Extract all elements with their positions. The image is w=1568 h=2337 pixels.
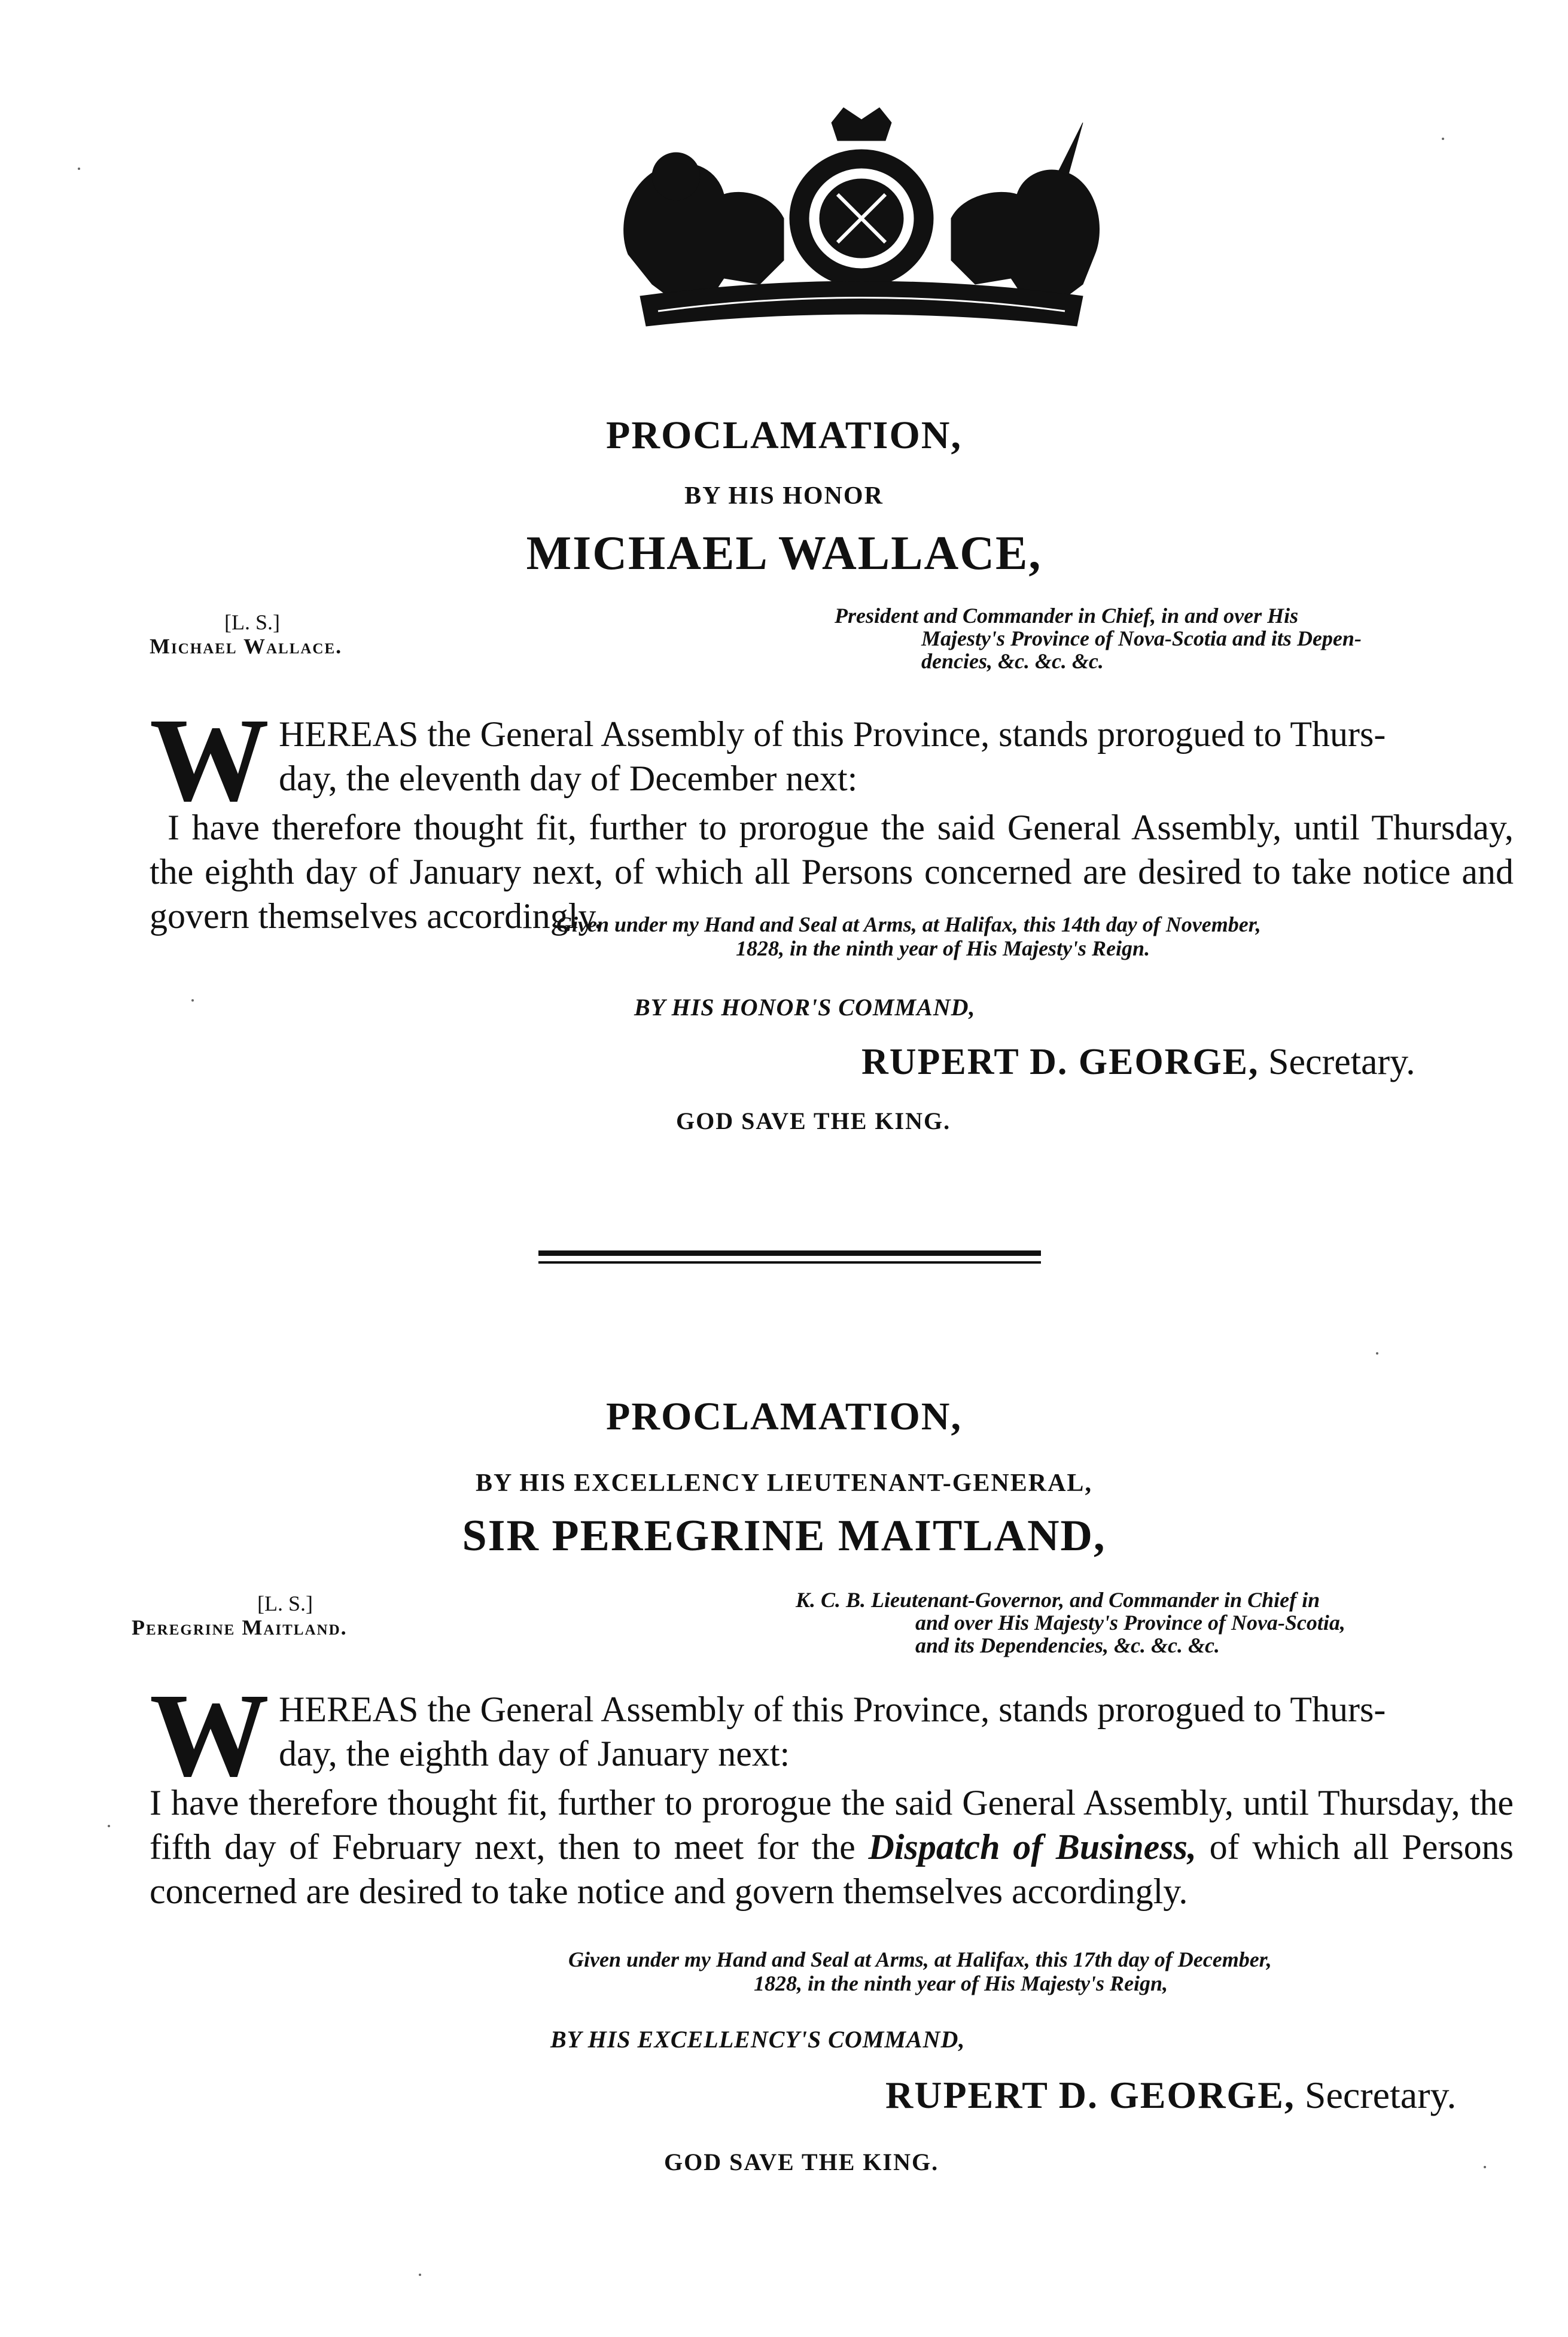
proclamation1-title [835,604,1514,673]
secretary-name: RUPERT D. GEORGE, [885,2074,1295,2116]
paper-speck [419,2274,421,2276]
title-line: dencies, &c. &c. &c. [921,649,1104,673]
paper-speck [78,168,80,170]
body-line: day, the eleventh day of December next: [279,759,858,798]
paper-speck [108,1825,110,1827]
title-line: K. C. B. Lieutenant-Governor, and Commander in Chief in [796,1588,1320,1612]
proclamation1-closing: GOD SAVE THE KING. [676,1107,951,1134]
body-line: HEREAS the General Assembly of this Province, stands prorogued to Thurs- [279,714,1386,754]
proclamation2-signature [885,2073,1456,2117]
proclamation2-seal [132,1592,467,1639]
seal-name: Michael Wallace. [150,634,343,658]
proclamation2-title [796,1589,1514,1657]
paper-speck [1442,138,1444,140]
body-line: HEREAS the General Assembly of this Province, stands prorogued to Thurs- [279,1690,1386,1729]
title-line: Majesty's Province of Nova-Scotia and its Depen- [921,626,1362,650]
paper-speck [1484,2166,1486,2168]
given-line: Given under my Hand and Seal at Arms, at Halifax, this 17th day of December, [568,1948,1272,1971]
secretary-title: Secretary. [1304,2074,1457,2116]
given-line: Given under my Hand and Seal at Arms, at Halifax, this 14th day of November, [556,912,1261,936]
title-line: and its Dependencies, &c. &c. &c. [915,1633,1220,1657]
proclamation1-seal [150,610,449,658]
proclamation2-closing: GOD SAVE THE KING. [664,2149,939,2175]
secretary-title: Secretary. [1268,1042,1415,1082]
proclamation2-by-line: BY HIS EXCELLENCY LIEUTENANT-GENERAL, [476,1469,1092,1497]
secretary-name: RUPERT D. GEORGE, [861,1042,1259,1082]
proclamation1-command: BY HIS HONOR'S COMMAND, [634,994,976,1021]
drop-cap: W [150,694,269,826]
proclamation1-body [150,694,1514,938]
seal-name: Peregrine Maitland. [132,1615,348,1639]
given-line: 1828, in the ninth year of His Majesty's Reign. [736,936,1150,960]
paper-speck [191,999,194,1002]
proclamation1-by-line: BY HIS HONOR [684,482,884,510]
proclamation1-signature [861,1041,1415,1084]
title-line: and over His Majesty's Province of Nova-Scotia, [915,1611,1345,1635]
paper-speck [1376,1352,1378,1355]
proclamation2-name: SIR PEREGRINE MAITLAND, [462,1511,1106,1560]
body-text: of which all Persons concerned are desired to take notice and govern themselves accordingly. [150,1827,1514,1911]
body-paragraph [150,1781,1514,1913]
royal-coat-of-arms-icon [604,105,1119,332]
body-text: I have therefore thought fit, further to prorogue the said General Assembly, until Thursday, the fifth day of February next, then to meet for the [150,1783,1514,1867]
body-emphasis: Dispatch of Business, [868,1827,1196,1867]
proclamation2-body [150,1669,1514,1913]
proclamation1-name: MICHAEL WALLACE, [526,527,1042,580]
title-line: President and Commander in Chief, in and over His [835,604,1299,628]
section-divider [538,1250,1041,1256]
proclamation2-heading: PROCLAMATION, [606,1395,962,1438]
body-paragraph: I have therefore thought fit, further to prorogue the said General Assembly, until Thursday, the eighth day of January next, of which all Persons concerned are desired to take notice and govern themselves accordingly. [150,808,1514,936]
body-line: day, the eighth day of January next: [279,1734,790,1773]
given-line: 1828, in the ninth year of His Majesty's Reign, [754,1971,1168,1995]
proclamation2-command: BY HIS EXCELLENCY'S COMMAND, [550,2026,966,2053]
drop-cap: W [150,1669,269,1802]
proclamation1-heading: PROCLAMATION, [606,413,962,457]
seal-mark: [L. S.] [224,610,280,634]
proclamation2-given [568,1948,1514,1995]
seal-mark: [L. S.] [257,1592,313,1615]
proclamation1-given [556,912,1514,960]
section-divider [538,1261,1041,1264]
